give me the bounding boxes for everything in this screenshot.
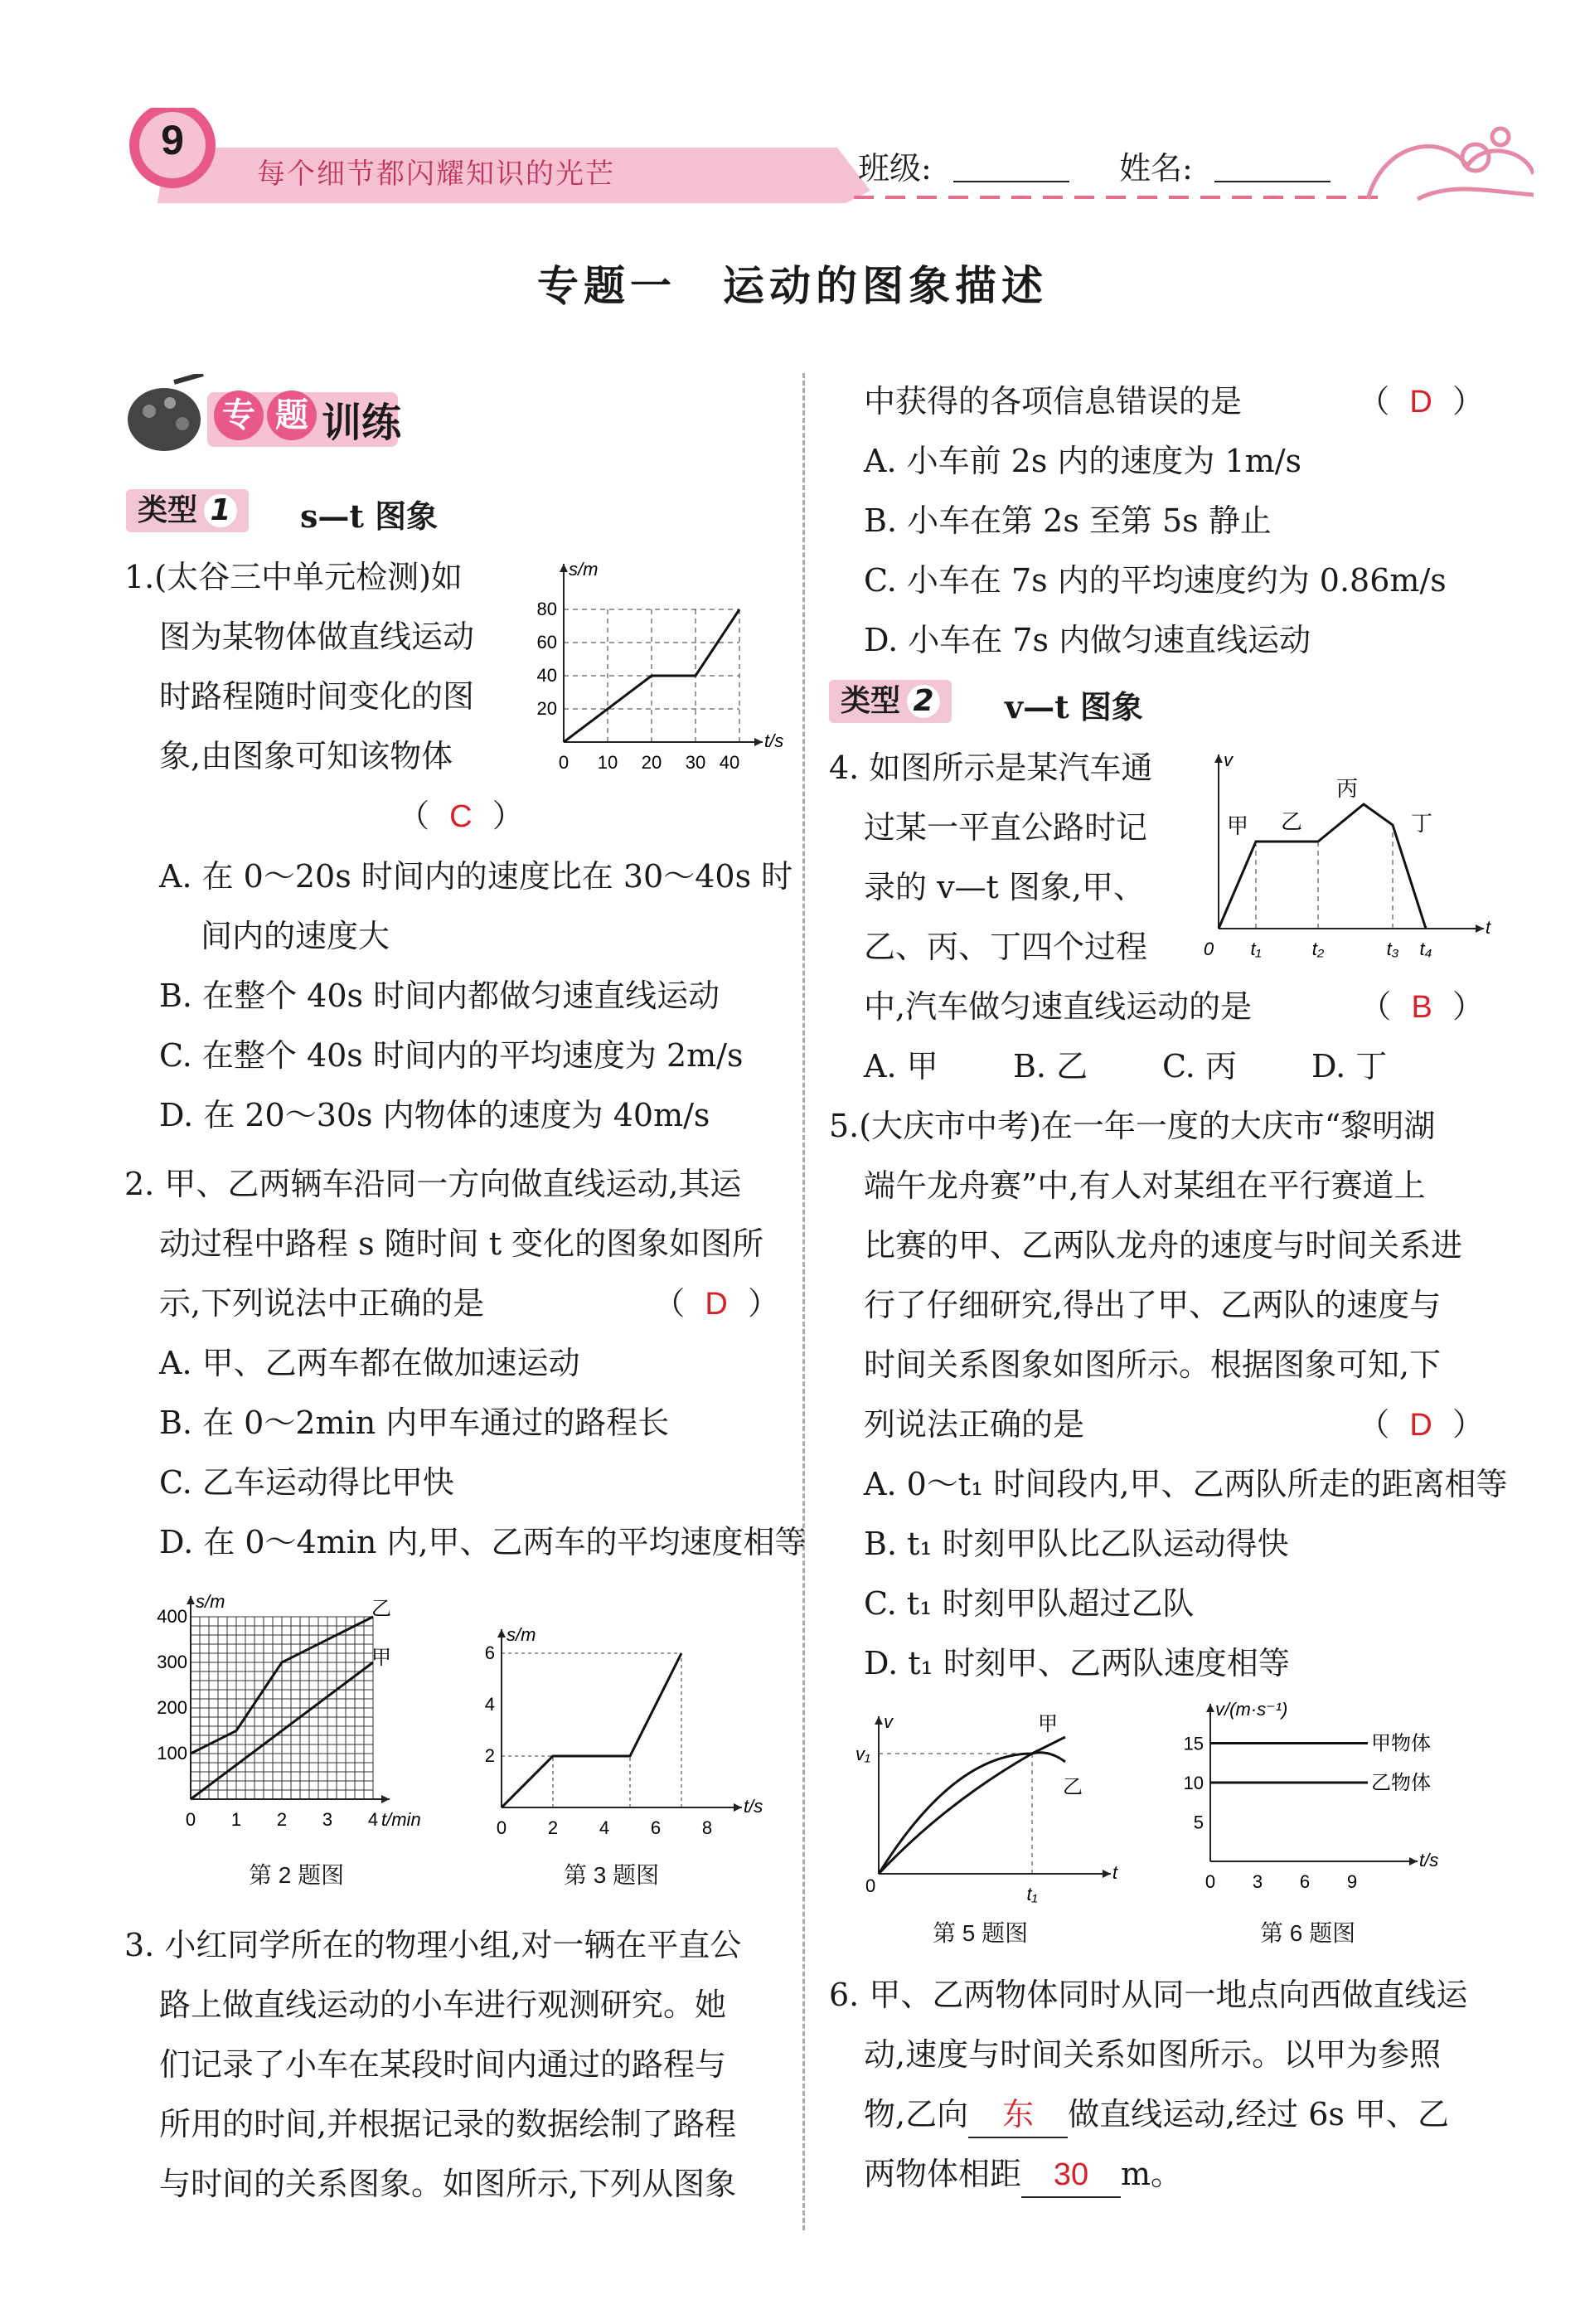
type-2-badge	[829, 680, 952, 723]
q3-answer-bracket: （ D ）	[1358, 383, 1484, 420]
y-axis-arrow	[875, 1716, 883, 1725]
q6-line	[829, 2144, 1484, 2204]
x-tick-label: 30	[685, 752, 706, 773]
q6-line-text: 做直线运动,经过 6s 甲、乙	[1068, 2096, 1450, 2132]
series-label: 乙	[1063, 1776, 1083, 1798]
q4-line: 乙、丙、丁四个过程	[864, 929, 1148, 965]
y-axis-label: s/m	[196, 1592, 225, 1612]
question-6	[829, 1965, 1484, 2204]
x-axis-arrow	[754, 738, 763, 746]
q2-option: A. 甲、乙两车都在做加速运动	[159, 1345, 580, 1381]
q5-answer-bracket: （ D ）	[1358, 1406, 1484, 1443]
x-axis-label: t/s	[764, 730, 784, 751]
page-number: 9	[161, 117, 184, 163]
q3-line	[829, 371, 1484, 431]
q5-line-text: 列说法正确的是	[864, 1406, 1085, 1443]
velocity-curve	[1219, 804, 1426, 929]
class-label: 班级:	[858, 150, 932, 187]
q5-line	[829, 1395, 1484, 1454]
x-tick-label: 0	[1203, 939, 1214, 959]
q1-answer: C	[449, 799, 473, 834]
q4-line: 过某一平直公路时记	[864, 809, 1148, 846]
x-axis-arrow	[1476, 924, 1484, 933]
y-tick-label: 4	[484, 1694, 495, 1715]
fig5-graph	[846, 1704, 1127, 1903]
q5-option: C. t₁ 时刻甲队超过乙队	[864, 1585, 1195, 1622]
fig3-graph	[481, 1617, 763, 1841]
q1-graph	[514, 551, 788, 775]
x-tick-label: 2	[547, 1817, 559, 1838]
header-slogan: 每个细节都闪耀知识的光芒	[257, 158, 615, 191]
x-tick-label: t₃	[1386, 939, 1399, 959]
q1-option: A. 在 0～20s 时间内的速度比在 30～40s 时	[159, 858, 793, 895]
fig5-caption: 第 5 题图	[933, 1920, 1029, 1946]
q3-option: B. 小车在第 2s 至第 5s 静止	[864, 502, 1272, 539]
x-axis-label: t/s	[744, 1796, 763, 1817]
q3-answer: D	[1409, 385, 1432, 420]
fig2-graph	[141, 1592, 456, 1841]
x-tick-label: 0	[496, 1817, 507, 1838]
x-axis-label: t	[1112, 1862, 1118, 1883]
q3-option: C. 小车在 7s 内的平均速度约为 0.86m/s	[864, 562, 1447, 599]
x-tick-label: 0	[558, 752, 570, 773]
fig6-caption: 第 6 题图	[1260, 1920, 1356, 1946]
x-tick-label: 0	[185, 1809, 196, 1830]
q4-answer-bracket: （ B ）	[1360, 988, 1484, 1025]
q6-blank-1[interactable]: 东	[968, 2094, 1068, 2138]
segment-label: 甲	[1227, 813, 1249, 838]
x-tick-label: 4	[367, 1809, 379, 1830]
q4-option: B. 乙	[1013, 1048, 1088, 1084]
q3-option: D. 小车在 7s 内做匀速直线运动	[864, 622, 1311, 658]
q5-line: 行了仔细研究,得出了甲、乙两队的速度与	[864, 1287, 1442, 1323]
x-tick-label: 3	[1252, 1871, 1263, 1892]
q4-option: C. 丙	[1162, 1048, 1237, 1084]
y-tick-label: 2	[484, 1745, 495, 1766]
x-tick-label: t₂	[1311, 939, 1325, 959]
q4-line-text: 中,汽车做匀速直线运动的是	[864, 988, 1253, 1025]
x-axis-arrow	[1103, 1870, 1111, 1878]
segment-label: 丙	[1336, 776, 1359, 801]
type-1-badge	[126, 489, 249, 532]
y-tick-label: v₁	[856, 1744, 870, 1764]
q3-line: 们记录了小车在某段时间内通过的路程与	[159, 2046, 727, 2083]
segment-label: 乙	[1281, 809, 1303, 834]
question-3	[124, 1915, 779, 2214]
q5-option: B. t₁ 时刻甲队比乙队运动得快	[864, 1526, 1289, 1562]
x-tick-label: 6	[1299, 1871, 1311, 1892]
x-axis-label: t	[1486, 917, 1491, 938]
q1-line: 时路程随时间变化的图	[159, 678, 475, 715]
q3-line-text: 中获得的各项信息错误的是	[864, 383, 1243, 420]
q2-answer: D	[705, 1287, 728, 1322]
x-tick-label: 0	[1205, 1871, 1216, 1892]
q1-option: D. 在 20～30s 内物体的速度为 40m/s	[159, 1097, 710, 1133]
x-axis-arrow	[1409, 1857, 1418, 1866]
q5-option: D. t₁ 时刻甲、乙两队速度相等	[864, 1645, 1290, 1681]
q6-line: 6. 甲、乙两物体同时从同一地点向西做直线运	[829, 1977, 1468, 2013]
name-label: 姓名:	[1119, 150, 1193, 187]
x-tick-label: 8	[701, 1817, 713, 1838]
x-axis-arrow	[381, 1795, 390, 1803]
q5-line: 时间关系图象如图所示。根据图象可知,下	[864, 1346, 1442, 1383]
y-axis-arrow	[497, 1629, 506, 1637]
q3-line: 3. 小红同学所在的物理小组,对一辆在平直公	[124, 1927, 742, 1963]
q4-line	[829, 977, 1484, 1036]
y-tick-label: 80	[536, 599, 557, 619]
q4-graph	[1185, 742, 1500, 966]
fig3-caption: 第 3 题图	[564, 1862, 660, 1888]
q6-line-text: 两物体相距	[864, 2156, 1022, 2192]
q1-answer-bracket: （ C ）	[398, 798, 524, 834]
q1-line: 1.(太谷三中单元检测)如	[124, 559, 463, 595]
type-label: 类型	[841, 684, 901, 718]
y-tick-label: 15	[1183, 1733, 1204, 1754]
y-axis-arrow	[560, 564, 568, 572]
q1-option: B. 在整个 40s 时间内都做匀速直线运动	[159, 978, 720, 1014]
floral-ornament-icon	[1368, 129, 1534, 199]
x-axis-label: t/min	[381, 1809, 421, 1830]
y-axis-arrow	[1214, 754, 1223, 763]
q2-option: C. 乙车运动得比甲快	[159, 1464, 454, 1501]
column-divider	[802, 373, 805, 2230]
q2-line: 2. 甲、乙两辆车沿同一方向做直线运动,其运	[124, 1166, 742, 1202]
q5-answer: D	[1409, 1408, 1432, 1443]
q5-line: 端午龙舟赛”中,有人对某组在平行赛道上	[864, 1167, 1426, 1204]
question-3-cont	[829, 371, 1484, 670]
x-tick-label: 4	[599, 1817, 610, 1838]
y-axis-arrow	[187, 1596, 195, 1604]
y-tick-label: 300	[157, 1652, 187, 1672]
q4-answer: B	[1411, 990, 1432, 1025]
y-tick-label: 400	[157, 1606, 187, 1627]
series-line	[879, 1737, 1065, 1874]
y-tick-label: 40	[536, 665, 557, 686]
question-5	[829, 1096, 1508, 1693]
fig6-graph	[1169, 1696, 1500, 1903]
section-header	[124, 369, 456, 460]
q6-blank-2[interactable]: 30	[1021, 2153, 1121, 2198]
class-field[interactable]	[953, 181, 1069, 182]
q5-line: 5.(大庆市中考)在一年一度的大庆市“黎明湖	[829, 1108, 1436, 1144]
q2-option: D. 在 0～4min 内,甲、乙两车的平均速度相等	[159, 1524, 807, 1560]
type-number: 2	[907, 685, 940, 718]
type-label: 类型	[138, 493, 198, 527]
page-header	[124, 108, 1534, 207]
x-tick-label: 0	[865, 1875, 876, 1896]
section-title-b: 题	[267, 391, 317, 440]
x-tick-label: t₄	[1419, 939, 1432, 959]
y-axis-label: s/m	[569, 559, 599, 580]
q4-options	[829, 1036, 1484, 1096]
q3-line: 所用的时间,并根据记录的数据绘制了路程	[159, 2106, 737, 2142]
y-tick-label: 6	[484, 1642, 495, 1663]
x-tick-label: t₁	[1250, 939, 1262, 959]
y-axis-label: v/(m·s⁻¹)	[1215, 1699, 1288, 1720]
y-tick-label: 100	[157, 1743, 187, 1764]
q3-line: 路上做直线运动的小车进行观测研究。她	[159, 1987, 727, 2023]
q2-option: B. 在 0～2min 内甲车通过的路程长	[159, 1405, 670, 1441]
x-tick-label: 3	[322, 1809, 333, 1830]
y-axis-label: s/m	[507, 1624, 536, 1645]
series-line	[879, 1753, 1065, 1874]
fig2-caption: 第 2 题图	[249, 1862, 345, 1888]
q4-option: D. 丁	[1311, 1048, 1388, 1084]
y-axis-label: v	[1224, 750, 1233, 770]
y-tick-label: 10	[1183, 1773, 1204, 1793]
x-tick-label: 2	[276, 1809, 288, 1830]
q1-option: 间内的速度大	[201, 918, 390, 954]
q2-line-text: 示,下列说法中正确的是	[159, 1285, 485, 1322]
page-title: 专题一 运动的图象描述	[537, 261, 1048, 310]
x-axis-label: t/s	[1419, 1850, 1439, 1870]
x-tick-label: 10	[597, 752, 618, 773]
x-tick-label: 6	[650, 1817, 662, 1838]
q5-line: 比赛的甲、乙两队龙舟的速度与时间关系进	[864, 1227, 1463, 1264]
q6-line: 动,速度与时间关系如图所示。以甲为参照	[864, 2036, 1442, 2073]
q6-line	[829, 2084, 1484, 2144]
q5-option: A. 0～t₁ 时间段内,甲、乙两队所走的距离相等	[864, 1466, 1508, 1502]
y-axis-label: v	[884, 1711, 893, 1732]
q1-line: 图为某物体做直线运动	[159, 619, 475, 655]
type-number: 1	[204, 494, 237, 527]
palette-icon	[124, 374, 207, 457]
q2-answer-bracket: （ D ）	[653, 1285, 779, 1322]
segment-label: 丁	[1411, 811, 1433, 836]
y-axis-arrow	[1206, 1704, 1214, 1712]
series-label: 甲	[371, 1647, 391, 1669]
name-field[interactable]	[1214, 181, 1331, 182]
series-line	[502, 1653, 681, 1807]
q3-line: 与时间的关系图象。如图所示,下列从图象	[159, 2166, 737, 2202]
y-tick-label: 200	[157, 1697, 187, 1718]
q4-line: 4. 如图所示是某汽车通	[829, 750, 1153, 786]
q6-line-text: 物,乙向	[864, 2096, 969, 2132]
y-tick-label: 20	[536, 698, 557, 719]
x-tick-label: t₁	[1026, 1884, 1038, 1903]
q2-line	[124, 1274, 779, 1333]
x-axis-arrow	[734, 1803, 742, 1812]
x-tick-label: 40	[719, 752, 740, 773]
series-label: 甲物体	[1371, 1732, 1431, 1755]
q4-option: A. 甲	[864, 1048, 938, 1084]
q1-option: C. 在整个 40s 时间内的平均速度为 2m/s	[159, 1037, 744, 1074]
x-tick-label: 9	[1346, 1871, 1358, 1892]
section-title-a: 专	[214, 391, 264, 440]
q1-line: 象,由图象可知该物体	[159, 738, 453, 774]
type-2-title: v—t 图象	[1005, 688, 1143, 725]
series-label: 甲	[1038, 1713, 1058, 1735]
question-2	[124, 1154, 807, 1572]
x-tick-label: 20	[641, 752, 662, 773]
x-tick-label: 1	[230, 1809, 242, 1830]
series-label: 乙	[371, 1598, 391, 1620]
section-title-c: 训练	[322, 400, 402, 446]
y-tick-label: 5	[1193, 1812, 1204, 1833]
type-1-title: s—t 图象	[300, 497, 439, 535]
y-tick-label: 60	[536, 632, 557, 653]
series-label: 乙物体	[1371, 1772, 1431, 1794]
q2-line: 动过程中路程 s 随时间 t 变化的图象如图所	[159, 1225, 764, 1262]
q6-line-text: m。	[1121, 2156, 1183, 2192]
q4-line: 录的 v—t 图象,甲、	[864, 869, 1145, 905]
q3-option: A. 小车前 2s 内的速度为 1m/s	[864, 443, 1302, 479]
